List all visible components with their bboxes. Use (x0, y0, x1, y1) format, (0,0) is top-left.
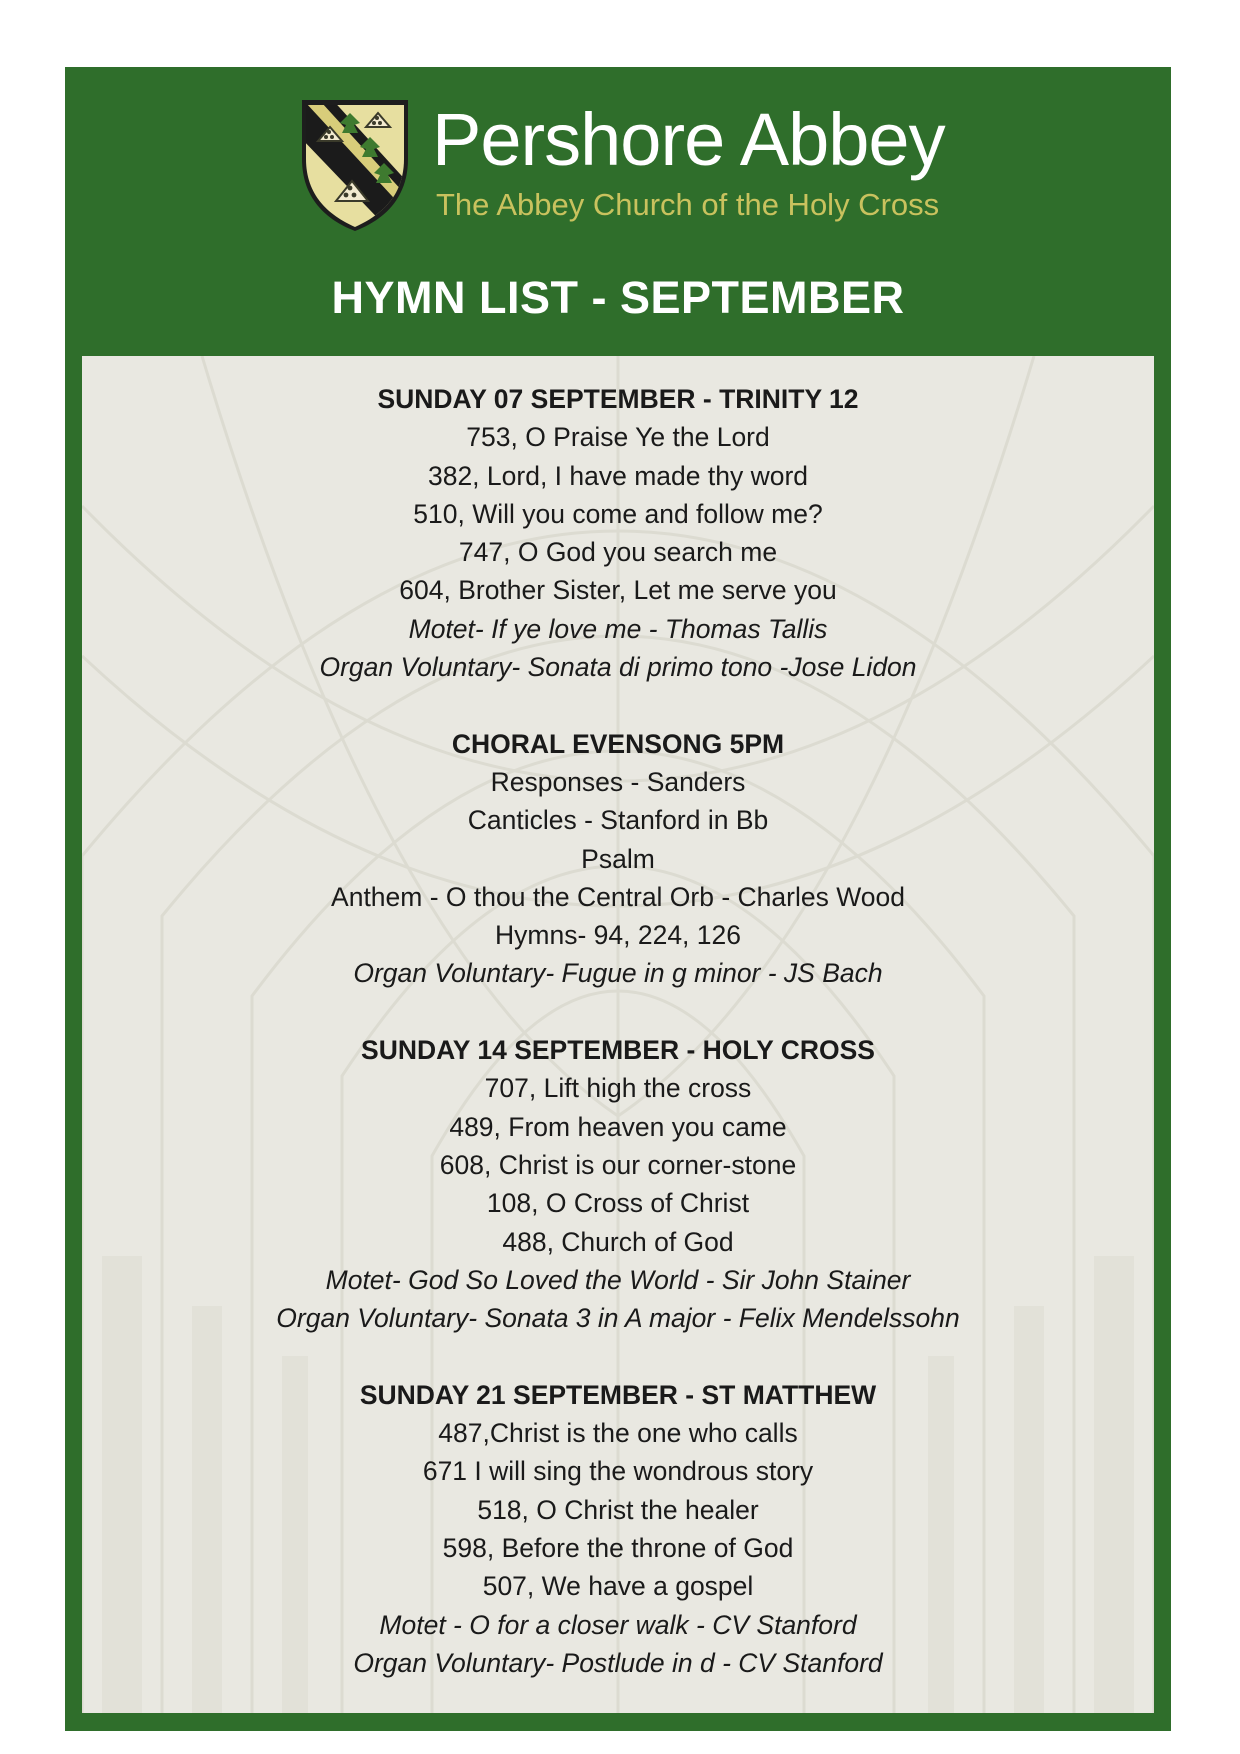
service-heading: SUNDAY 07 SEPTEMBER - TRINITY 12 (377, 384, 859, 414)
hymn-line: 604, Brother Sister, Let me serve you (399, 575, 837, 606)
hymn-list (82, 380, 1154, 1713)
hymn-line: 507, We have a gospel (482, 1571, 754, 1602)
hymn-list-panel (82, 356, 1154, 1713)
service-section (82, 725, 1154, 993)
brand-name: Pershore Abbey (432, 98, 945, 181)
hymn-line: 108, O Cross of Christ (486, 1188, 750, 1219)
service-section (82, 1376, 1154, 1682)
hymn-line: 382, Lord, I have made thy word (427, 460, 809, 491)
hymn-line: 608, Christ is our corner-stone (439, 1149, 797, 1180)
organ-voluntary-line: Organ Voluntary- Fugue in g minor - JS Bach (353, 958, 883, 989)
hymn-line: 671 I will sing the wondrous story (422, 1456, 814, 1487)
service-line: Responses - Sanders (490, 766, 746, 797)
brand-tagline: The Abbey Church of the Holy Cross (436, 187, 940, 222)
service-section (82, 380, 1154, 686)
service-line: Canticles - Stanford in Bb (467, 805, 769, 836)
service-heading: SUNDAY 21 SEPTEMBER - ST MATTHEW (359, 1379, 877, 1410)
motet-line: Motet- If ye love me - Thomas Tallis (408, 613, 828, 644)
service-heading: CHORAL EVENSONG 5PM (451, 728, 785, 759)
organ-voluntary-line: Organ Voluntary- Sonata di primo tono -Jose Lidon (319, 652, 917, 683)
hymn-line: 598, Before the throne of God (442, 1532, 794, 1563)
service-line: Anthem - O thou the Central Orb - Charles Wood (331, 881, 905, 912)
service-section (82, 1031, 1154, 1337)
service-heading: SUNDAY 14 SEPTEMBER - HOLY CROSS (361, 1035, 875, 1066)
motet-line: Motet- God So Loved the World - Sir John Stainer (325, 1264, 911, 1295)
organ-voluntary-line: Organ Voluntary- Sonata 3 in A major - Felix Mendelssohn (276, 1303, 960, 1334)
hymn-line: 510, Will you come and follow me? (413, 498, 823, 529)
hymn-line: 747, O God you search me (458, 537, 778, 568)
service-line: Hymns- 94, 224, 126 (495, 920, 741, 951)
hymn-line: 487,Christ is the one who calls (438, 1418, 798, 1449)
hymn-line: 488, Church of God (502, 1226, 734, 1257)
hymn-line: 489, From heaven you came (449, 1111, 787, 1142)
organ-voluntary-line: Organ Voluntary- Postlude in d - CV Stanford (353, 1647, 883, 1678)
motet-line: Motet - O for a closer walk - CV Stanford (379, 1609, 857, 1640)
hymn-line: 707, Lift high the cross (484, 1073, 752, 1104)
header (65, 67, 1171, 356)
hymn-line: 518, O Christ the healer (477, 1494, 759, 1525)
service-line: Psalm (581, 843, 655, 874)
page-frame (65, 67, 1171, 1731)
hymn-line: 753, O Praise Ye the Lord (466, 422, 770, 453)
page-title: HYMN LIST - SEPTEMBER (331, 272, 905, 323)
abbey-shield-icon (300, 97, 410, 231)
